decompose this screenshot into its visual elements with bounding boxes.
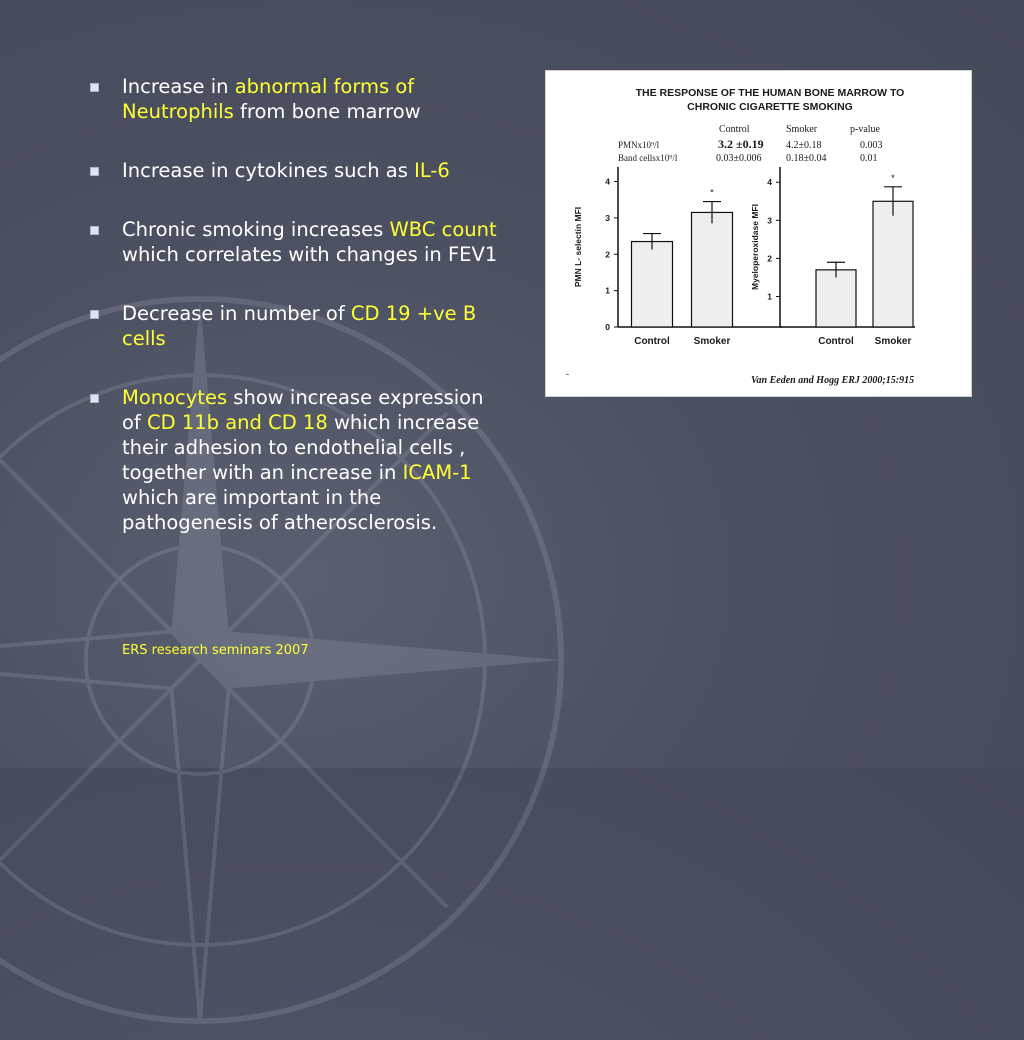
bullet-text: Increase in bbox=[122, 75, 235, 98]
y-tick-label: 4 bbox=[605, 176, 610, 187]
highlighted-text: IL-6 bbox=[414, 159, 450, 182]
bullet-text: Decrease in number of bbox=[122, 302, 351, 325]
table-cell-control: 3.2 ±0.19 bbox=[718, 137, 764, 151]
highlighted-text: abnormal forms of Neutrophils bbox=[122, 75, 415, 123]
table-cell-pvalue: 0.003 bbox=[860, 140, 883, 151]
y-tick-label: 3 bbox=[767, 215, 772, 226]
bullet-list bbox=[88, 74, 498, 569]
table-header-pvalue: p-value bbox=[850, 124, 880, 135]
highlighted-text: ICAM-1 bbox=[402, 461, 472, 484]
bullet-text: which increase their adhesion to endothelial cells , together with an increase in bbox=[122, 411, 480, 484]
y-tick-label: 1 bbox=[605, 285, 610, 296]
bullet-item bbox=[88, 74, 498, 124]
highlighted-text: WBC count bbox=[389, 218, 497, 241]
bullet-text: from bone marrow bbox=[233, 100, 421, 123]
square-bullet-icon bbox=[90, 226, 99, 235]
table-cell-smoker: 4.2±0.18 bbox=[786, 140, 822, 151]
bullet-item bbox=[88, 158, 498, 183]
chart-right bbox=[750, 167, 915, 347]
highlighted-text: CD 19 +ve B cells bbox=[122, 302, 477, 350]
bullet-text: Chronic smoking increases bbox=[122, 218, 390, 241]
y-tick-label: 4 bbox=[767, 177, 772, 188]
figure-panel bbox=[545, 70, 972, 397]
bullet-text: which are important in the pathogenesis of atherosclerosis. bbox=[122, 486, 438, 534]
bullet-item bbox=[88, 217, 498, 267]
figure-dash: - bbox=[566, 369, 570, 380]
highlighted-text: CD 11b and CD 18 bbox=[147, 411, 328, 434]
square-bullet-icon bbox=[90, 167, 99, 176]
y-tick-label: 3 bbox=[605, 212, 610, 223]
bullet-text: show increase expression of bbox=[122, 386, 484, 434]
figure-title-line1: THE RESPONSE OF THE HUMAN BONE MARROW TO bbox=[635, 87, 905, 99]
bar bbox=[816, 270, 856, 327]
bar bbox=[632, 242, 673, 327]
figure-citation: Van Eeden and Hogg ERJ 2000;15:915 bbox=[751, 375, 915, 386]
significance-marker: * bbox=[710, 187, 714, 199]
category-label: Control bbox=[634, 336, 670, 347]
y-axis-label: PMN L- selectin MFI bbox=[573, 206, 583, 288]
table-cell-smoker: 0.18±0.04 bbox=[786, 153, 827, 164]
table-cell-pvalue: 0.01 bbox=[860, 153, 878, 164]
bullet-item bbox=[88, 385, 498, 535]
bar bbox=[873, 201, 913, 327]
category-label: Smoker bbox=[693, 336, 731, 347]
bullet-text: which correlates with changes in FEV1 bbox=[122, 243, 498, 266]
bar bbox=[692, 212, 733, 327]
table-header-smoker: Smoker bbox=[786, 124, 818, 135]
significance-marker: * bbox=[891, 172, 895, 184]
y-tick-label: 1 bbox=[767, 291, 772, 302]
category-label: Smoker bbox=[874, 336, 912, 347]
table-header-control: Control bbox=[719, 124, 750, 135]
square-bullet-icon bbox=[90, 394, 99, 403]
table-row-label: PMNx10⁹/l bbox=[618, 140, 660, 150]
square-bullet-icon bbox=[90, 310, 99, 319]
square-bullet-icon bbox=[90, 83, 99, 92]
y-tick-label: 2 bbox=[605, 249, 610, 260]
table-row-label: Band cellsx10⁹/l bbox=[618, 153, 678, 163]
y-axis-label: Myeloperoxidase MFI bbox=[750, 204, 760, 290]
footer-source: ERS research seminars 2007 bbox=[122, 643, 309, 658]
category-label: Control bbox=[818, 336, 854, 347]
y-tick-label: 0 bbox=[605, 322, 610, 332]
bullet-item bbox=[88, 301, 498, 351]
y-tick-label: 2 bbox=[767, 253, 772, 264]
highlighted-text: Monocytes bbox=[122, 386, 228, 409]
table-cell-control: 0.03±0.006 bbox=[716, 153, 762, 164]
bullet-text: Increase in cytokines such as bbox=[122, 159, 415, 182]
figure-title-line2: CHRONIC CIGARETTE SMOKING bbox=[687, 101, 853, 113]
figure-canvas bbox=[546, 71, 971, 396]
